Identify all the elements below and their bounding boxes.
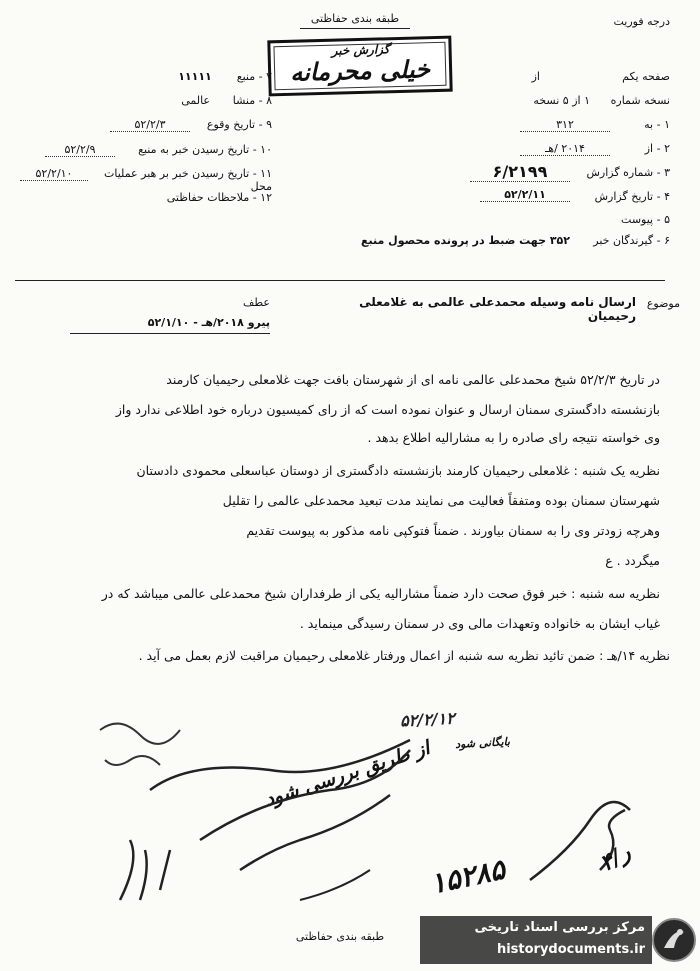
body-line-8: نظریه سه شنبه : خبر فوق صحت دارد ضمناً مشارالیه یکی از طرفداران شیخ محمدعلی عالمی میباشد که در <box>101 586 660 601</box>
right-field-report-date-label: ۴ - تاریخ گزارش <box>594 190 670 203</box>
body-line-9: غیاب ایشان به خانواده وتعهدات مالی وی در سمنان رسیدگی مینماید . <box>299 616 660 631</box>
priority-label: درجه فوریت <box>613 15 670 28</box>
body-line-3: وی خواسته نتیجه رای صادره را به مشارالیه اطلاع بدهد . <box>367 430 660 445</box>
left-field-7-label: ۷ - منبع <box>236 70 272 83</box>
body-line-5: شهرستان سمنان بوده ومتفقاً فعالیت می نمایند مدت تبعید محمدعلی عالمی را تقلیل <box>222 493 660 508</box>
body-line-10: نظریه ۱۴/هـ : ضمن تائید نظریه سه شنبه از اعمال ورفتار غلامعلی رحیمیان مراقبت لازم بعمل می آید . <box>138 648 670 663</box>
right-field-recipients-label: ۶ - گیرندگان خبر <box>593 234 670 247</box>
right-field-attachment-label: ۵ - پیوست <box>621 213 670 226</box>
right-field-page-label: صفحه یکم <box>622 70 670 83</box>
body-line-2: بازنشسته دادگستری سمنان ارسال و عنوان نموده است که از رای کمیسیون درباره خود اطلاعی ندارد واز <box>115 402 660 417</box>
right-field-copy-label: نسخه شماره <box>610 94 670 107</box>
reference-label: عطف <box>243 296 270 309</box>
left-field-11-label: ۱۱ - تاریخ رسیدن خبر بر هبر عملیات محل <box>104 167 272 193</box>
stamp-main-text: خیلی محرمانه <box>289 54 431 87</box>
archive-website: historydocuments.ir <box>496 942 645 957</box>
subject-label: موضوع <box>646 297 680 310</box>
right-field-report-no-label: ۳ - شماره گزارش <box>586 166 670 179</box>
right-field-to-label: ۱ - به <box>644 118 670 131</box>
reference-underline <box>70 333 270 334</box>
body-line-6: وهرچه زودتر وی را به سمنان بیاورند . ضمناً فتوکپی نامه مذکور به پیوست تقدیم <box>246 523 660 538</box>
classification-top: طبقه بندی حفاظتی <box>310 12 400 25</box>
left-field-9-value: ۵۲/۲/۳ <box>110 118 190 132</box>
handwritten-scribble-mark: ر/۴ <box>595 839 635 877</box>
archive-logo-icon <box>652 918 696 962</box>
header-separator <box>15 280 665 281</box>
left-field-8-value: عالمی <box>181 94 210 107</box>
right-field-report-no-value: ۶/۲۱۹۹ <box>470 162 570 182</box>
left-field-7-value: ۱۱۱۱۱ <box>178 70 212 83</box>
left-field-11-value: ۵۲/۲/۱۰ <box>20 167 88 181</box>
archive-logo-glyph <box>654 920 694 960</box>
body-line-4: نظریه یک شنبه : غلامعلی رحیمیان کارمند بازنشسته دادگستری از دوستان عباسعلی محمودی دادستان <box>136 463 660 478</box>
subject-text: ارسال نامه وسیله محمدعلی عالمی به غلامعلی رحیمیان <box>359 295 636 323</box>
handwritten-registration-number: ۱۵۲۸۵ <box>427 852 508 901</box>
archive-name: مرکز بررسی اسناد تاریخی <box>474 920 645 935</box>
right-field-from-value: ۲۰۱۴ /هـ <box>520 142 610 156</box>
classification-top-underline <box>300 28 410 29</box>
stamp-subtitle: گزارش خبر <box>331 42 390 58</box>
classification-bottom: طبقه بندی حفاظتی <box>295 930 385 943</box>
reference-text: پیرو ۲۰۱۸/هـ - ۵۲/۱/۱۰ <box>147 316 270 329</box>
body-line-7: میگردد . ع <box>605 553 660 568</box>
right-field-report-date-value: ۵۲/۲/۱۱ <box>480 188 570 202</box>
left-field-9-label: ۹ - تاریخ وقوع <box>206 118 272 131</box>
handwritten-date-note: ۵۲/۲/۱۲ <box>399 708 456 731</box>
classification-stamp <box>267 36 452 97</box>
handwritten-instruction-1: از طریق بررسی شود <box>261 736 433 811</box>
left-field-10-value: ۵۲/۲/۹ <box>45 143 115 157</box>
right-field-to-value: ۳۱۲ <box>520 118 610 132</box>
handwriting-scribbles <box>0 700 700 930</box>
right-field-page-value: از <box>531 70 540 83</box>
left-field-12-label: ۱۲ - ملاحظات حفاظتی <box>166 191 272 204</box>
right-field-copy-value: ۱ از ۵ نسخه <box>533 94 590 107</box>
handwritten-archive-note: بایگانی شود <box>454 735 511 751</box>
right-field-from-label: ۲ - از <box>644 142 670 155</box>
right-field-recipients-value: ۳۵۲ جهت ضبط در پرونده محصول منبع <box>361 234 570 247</box>
left-field-8-label: ۸ - منشا <box>232 94 272 107</box>
body-line-1: در تاریخ ۵۲/۲/۳ شیخ محمدعلی عالمی نامه ای از شهرستان بافت جهت غلامعلی رحیمیان کارمند <box>166 372 660 387</box>
left-field-10-label: ۱۰ - تاریخ رسیدن خبر به منبع <box>138 143 272 156</box>
